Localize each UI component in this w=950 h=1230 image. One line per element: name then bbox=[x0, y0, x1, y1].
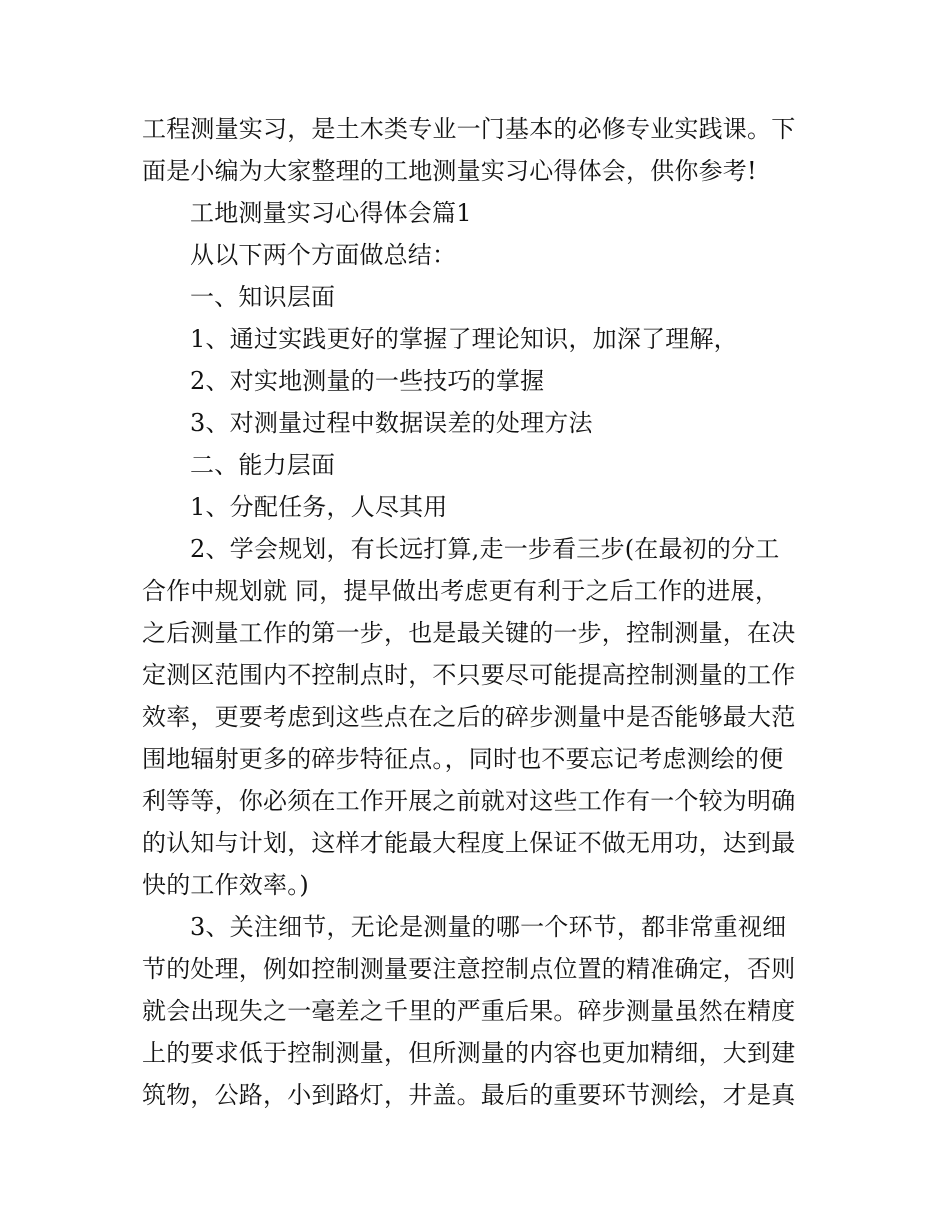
paragraph-line: 2、学会规划，有长远打算,走一步看三步(在最初的分工 bbox=[190, 535, 780, 563]
paragraph-line: 合作中规划就 同，提早做出考虑更有利于之后工作的进展， bbox=[142, 577, 780, 605]
paragraph-line: 定测区范围内不控制点时，不只要尽可能提高控制测量的工作 bbox=[142, 661, 796, 689]
paragraph-line: 效率，更要考虑到这些点在之后的碎步测量中是否能够最大范 bbox=[142, 703, 796, 731]
section-title-knowledge: 一、知识层面 bbox=[190, 283, 336, 311]
summary-line: 从以下两个方面做总结： bbox=[190, 241, 457, 269]
paragraph-line: 上的要求低于控制测量，但所测量的内容也更加精细，大到建 bbox=[142, 1039, 796, 1067]
knowledge-item: 3、对测量过程中数据误差的处理方法 bbox=[190, 409, 593, 437]
article-heading: 工地测量实习心得体会篇1 bbox=[190, 199, 472, 227]
paragraph-line: 之后测量工作的第一步，也是最关键的一步，控制测量，在决 bbox=[142, 619, 796, 647]
paragraph-line: 的认知与计划，这样才能最大程度上保证不做无用功，达到最 bbox=[142, 829, 796, 857]
paragraph-line: 围地辐射更多的碎步特征点。，同时也不要忘记考虑测绘的便 bbox=[142, 745, 784, 773]
paragraph-line: 快的工作效率。) bbox=[142, 871, 309, 899]
document-page bbox=[142, 108, 814, 1116]
knowledge-item: 1、通过实践更好的掌握了理论知识，加深了理解， bbox=[190, 325, 738, 353]
paragraph-line: 利等等，你必须在工作开展之前就对这些工作有一个较为明确 bbox=[142, 787, 796, 815]
intro-line: 工程测量实习，是土木类专业一门基本的必修专业实践课。下 bbox=[142, 115, 796, 143]
paragraph-line: 就会出现失之一毫差之千里的严重后果。碎步测量虽然在精度 bbox=[142, 997, 796, 1025]
paragraph-line: 3、关注细节，无论是测量的哪一个环节，都非常重视细 bbox=[190, 913, 787, 941]
intro-paragraph bbox=[142, 108, 814, 192]
ability-item-paragraph bbox=[142, 906, 814, 1116]
section-title-ability: 二、能力层面 bbox=[190, 451, 336, 479]
intro-line: 面是小编为大家整理的工地测量实习心得体会，供你参考! bbox=[142, 157, 757, 185]
ability-item-paragraph bbox=[142, 528, 814, 906]
knowledge-item: 2、对实地测量的一些技巧的掌握 bbox=[190, 367, 545, 395]
paragraph-line: 节的处理，例如控制测量要注意控制点位置的精准确定，否则 bbox=[142, 955, 796, 983]
ability-item: 1、分配任务，人尽其用 bbox=[190, 493, 448, 521]
paragraph-line: 筑物，公路，小到路灯，井盖。最后的重要环节测绘，才是真 bbox=[142, 1081, 796, 1109]
